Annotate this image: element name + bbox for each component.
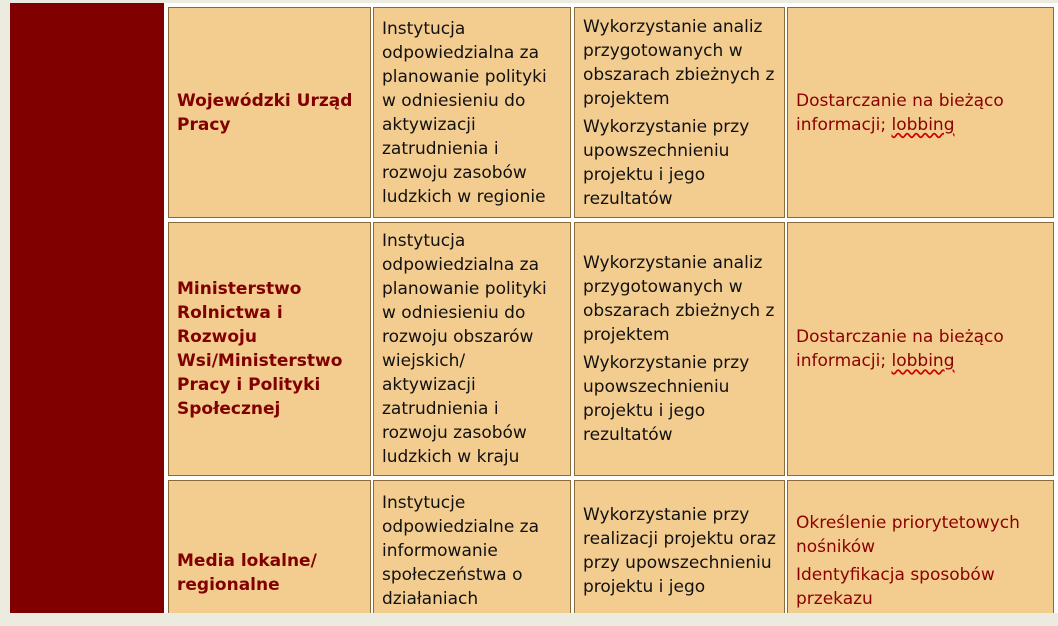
usage-item: Wykorzystanie analiz przygotowanych w obszarach zbieżnych z projektem <box>583 253 775 345</box>
table-cell-role <box>373 7 571 218</box>
usage-item: Wykorzystanie przy upowszechnieniu projektu i jego rezultatów <box>583 353 750 445</box>
table-cell-role <box>373 480 571 613</box>
actions-item: Identyfikacja sposobów przekazu <box>796 565 995 609</box>
stakeholder-name: Wojewódzki Urząd Pracy <box>177 90 353 135</box>
table-cell-role <box>373 222 571 476</box>
table-cell-name <box>168 480 371 613</box>
usage-item: Wykorzystanie analiz przygotowanych w obszarach zbieżnych z projektem <box>583 16 775 109</box>
stakeholder-table <box>164 3 1058 613</box>
usage-item: Wykorzystanie przy realizacji projektu oraz przy upowszechnieniu projektu i jego <box>583 505 776 597</box>
usage-item: Wykorzystanie przy upowszechnieniu projektu i jego rezultatów <box>583 116 750 209</box>
table-cell-actions <box>787 480 1054 613</box>
stakeholder-role: Instytucja odpowiedzialna za planowanie polityki w odniesieniu do aktywizacji zatrudnienia i rozwoju zasobów ludzkich w regionie <box>382 18 547 207</box>
stakeholder-name: Ministerstwo Rolnictwa i Rozwoju Wsi/Ministerstwo Pracy i Polityki Społecznej <box>177 279 343 419</box>
stakeholder-role: Instytucje odpowiedzialne za informowanie społeczeństwa o działaniach <box>382 493 540 609</box>
spellcheck-marked-word: lobbing <box>891 114 955 135</box>
stakeholder-name: Media lokalne/ regionalne <box>177 551 317 595</box>
table-cell-usage <box>574 7 785 218</box>
stakeholder-role: Instytucja odpowiedzialna za planowanie polityki w odniesieniu do rozwoju obszarów wiejskich/ aktywizacji zatrudnienia i rozwoju zasobów ludzkich w kraju <box>382 231 547 467</box>
table-cell-usage <box>574 222 785 476</box>
table-cell-name <box>168 7 371 218</box>
actions-text: Dostarczanie na bieżąco informacji; lobbing <box>796 90 1004 135</box>
table-cell-name <box>168 222 371 476</box>
actions-text: Dostarczanie na bieżąco informacji; lobbing <box>796 327 1004 371</box>
spellcheck-marked-word: lobbing <box>891 351 955 371</box>
actions-item: Określenie priorytetowych nośników <box>796 513 1020 557</box>
table-cell-actions <box>787 222 1054 476</box>
table-cell-usage <box>574 480 785 613</box>
table-cell-actions <box>787 7 1054 218</box>
category-column <box>10 3 164 613</box>
window-bottom-edge <box>0 613 1058 626</box>
